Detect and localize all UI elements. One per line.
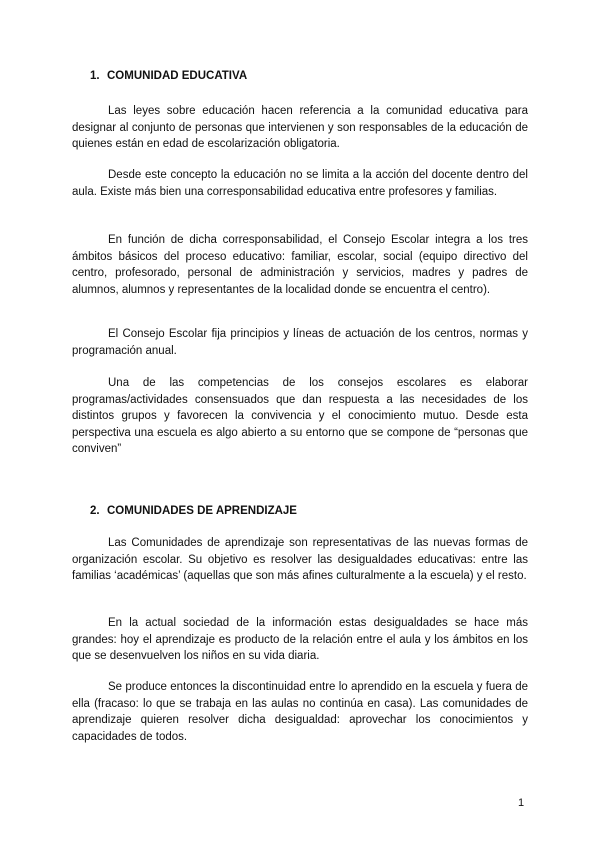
section-1-paragraph-1: Las leyes sobre educación hacen referencia a la comunidad educativa para designar al conjunto de personas que intervienen y son responsables de la educación de quienes están en edad de escolarización obligatoria. xyxy=(72,105,528,150)
section-2-paragraph-1: Las Comunidades de aprendizaje son representativas de las nuevas formas de organización escolar. Su objetivo es resolver las desigualdades educativas: entre las familias ‘académicas’ (aquellas que son más afines culturalmente a la escuela) y el resto. xyxy=(72,537,528,582)
section-1-title: COMUNIDAD EDUCATIVA xyxy=(107,70,248,82)
section-2-paragraph-3: Se produce entonces la discontinuidad entre lo aprendido en la escuela y fuera de ella (fracaso: lo que se trabaja en las aulas no continúa en casa). Las comunidades de aprendizaje quieren resolver dicha desigualdad: aprovechar los conocimientos y capacidades de todos. xyxy=(72,681,528,743)
section-1-paragraph-2: Desde este concepto la educación no se limita a la acción del docente dentro del aula. Existe más bien una corresponsabilidad educativa entre profesores y familias. xyxy=(72,169,528,198)
section-1-number: 1. xyxy=(90,70,100,82)
section-1-paragraph-5: Una de las competencias de los consejos escolares es elaborar programas/actividades consensuados que dan respuesta a las necesidades de los distintos grupos y favorecen la convivencia y el conocimiento mutuo. Desde esta perspectiva una escuela es algo abierto a su entorno que se compone de “personas que conviven” xyxy=(72,377,528,455)
section-1-heading xyxy=(90,70,247,82)
page-number: 1 xyxy=(518,797,525,809)
section-2-number: 2. xyxy=(90,505,100,517)
section-1-paragraph-3: En función de dicha corresponsabilidad, el Consejo Escolar integra a los tres ámbitos básicos del proceso educativo: familiar, escolar, social (equipo directivo del centro, profesorado, personal de administración y servicios, madres y padres de alumnos, alumnos y representantes de la localidad donde se encuentra el centro). xyxy=(72,234,528,296)
section-2-title: COMUNIDADES DE APRENDIZAJE xyxy=(107,505,297,517)
section-1-paragraph-4: El Consejo Escolar fija principios y líneas de actuación de los centros, normas y programación anual. xyxy=(72,328,528,357)
section-2-heading xyxy=(90,505,297,517)
section-2-paragraph-2: En la actual sociedad de la información estas desigualdades se hace más grandes: hoy el aprendizaje es producto de la relación entre el aula y los ámbitos en los que se desenvuelven los niños en su vida diaria. xyxy=(72,617,528,662)
